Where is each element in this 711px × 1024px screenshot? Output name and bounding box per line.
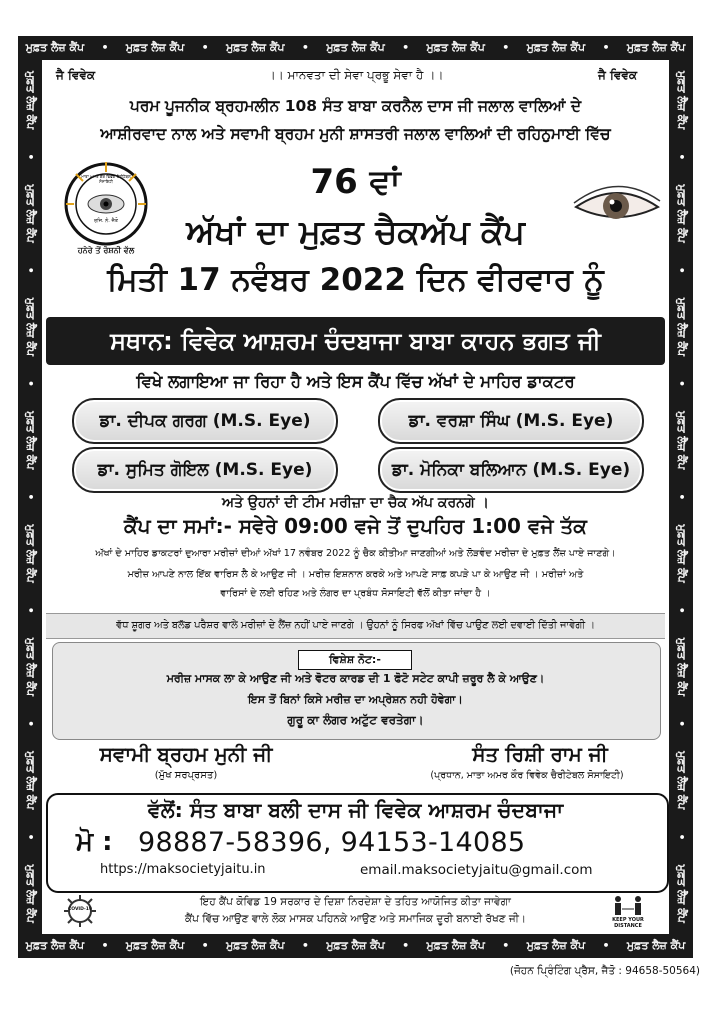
society-logo (62, 160, 150, 270)
camp-date: ਮਿਤੀ 17 ਨਵੰਬਰ 2022 ਦਿਨ ਵੀਰਵਾਰ ਨੂੰ (107, 262, 604, 298)
border-label: ਮੁਫ਼ਤ ਲੈਜ਼ ਕੈਂਪ (426, 41, 485, 54)
patron-right-role: (ਪ੍ਰਧਾਨ, ਮਾਤਾ ਅਮਰ ਕੌਰ ਵਿਵੇਕ ਚੈਰੀਟੇਬਲ ਸੋਸਾਇਟੀ) (430, 770, 624, 781)
border-label: ਮੁਫ਼ਤ ਲੈਜ਼ ਕੈਂਪ (426, 939, 485, 952)
camp-number: 76 ਵਾਂ (310, 162, 401, 202)
info-line-3: ਵਾਰਿਸਾਂ ਦੇ ਲਈ ਰਹਿਣ ਅਤੇ ਲੰਗਰ ਦਾ ਪ੍ਰਬੰਧ ਸੋਸਾਇਟੀ ਵੱਲੋਂ ਕੀਤਾ ਜਾਂਦਾ ਹੈ । (220, 588, 491, 599)
covid-line-2: ਕੈਂਪ ਵਿੱਚ ਆਉਣ ਵਾਲੇ ਲੋਕ ਮਾਸਕ ਪਹਿਨਕੇ ਆਉਣ ਅਤੇ ਸਮਾਜਿਕ ਦੂਰੀ ਬਨਾਈ ਰੱਖਣ ਜੀ। (184, 913, 526, 925)
border-label: ਮੁਫ਼ਤ ਲੈਜ਼ ਕੈਂਪ (675, 864, 688, 923)
email-link[interactable]: email.maksocietyjaitu@gmail.com (360, 862, 593, 878)
patron-right-name: ਸੰਤ ਰਿਸ਼ੀ ਰਾਮ ਜੀ (472, 742, 608, 766)
border-label: ਮੁਫ਼ਤ ਲੈਜ਼ ਕੈਂਪ (24, 297, 37, 357)
border-label: ਮੁਫ਼ਤ ਲੈਜ਼ ਕੈਂਪ (675, 751, 688, 810)
team-line: ਅਤੇ ਉਹਨਾਂ ਦੀ ਟੀਮ ਮਰੀਜ਼ਾ ਦਾ ਚੈਕ ਅੱਪ ਕਰਨਗੇ । (222, 495, 489, 511)
border-label: ਮੁਫ਼ਤ ਲੈਜ਼ ਕੈਂਪ (24, 864, 37, 923)
border-top: ਮੁਫ਼ਤ ਲੈਜ਼ ਕੈਂਪ • ਮੁਫ਼ਤ ਲੈਜ਼ ਕੈਂਪ • ਮੁਫ਼ਤ ਲੈਜ਼ ਕੈਂਪ • ਮੁਫ਼ਤ ਲੈਜ਼ ਕੈਂਪ • ਮੁਫ਼ਤ ਲੈਜ਼ ਕੈਂਪ • ਮੁਫ਼ਤ ਲੈਜ਼ ਕੈਂਪ • ਮੁਫ਼ਤ ਲੈਜ਼ ਕੈਂਪ (18, 36, 693, 60)
doctor-pill: ਡਾ. ਦੀਪਕ ਗਰਗ (M.S. Eye) (72, 398, 338, 444)
special-note-line-2: ਇਸ ਤੋਂ ਬਿਨਾਂ ਕਿਸੇ ਮਰੀਜ਼ ਦਾ ਅਪ੍ਰੇਸ਼ਨ ਨਹੀ ਹੋਵੇਗਾ। (248, 693, 463, 706)
border-label: ਮੁਫ਼ਤ ਲੈਜ਼ ਕੈਂਪ (125, 939, 185, 952)
sugar-notice: ਵੱਧ ਸ਼ੂਗਰ ਅਤੇ ਬਲੱਡ ਪਰੈਸ਼ਰ ਵਾਲੇ ਮਰੀਜ਼ਾਂ ਦੇ ਲੈਂਜ਼ ਨਹੀਂ ਪਾਏ ਜਾਣਗੇ । ਉਹਨਾਂ ਨੂੰ ਸਿਰਫ ਅੱਖਾਂ ਵਿੱਚ ਪਾਉਣ ਲਈ ਦਵਾਈ ਦਿੱਤੀ ਜਾਵੇਗੀ । (116, 620, 595, 631)
border-left: ਮੁਫ਼ਤ ਲੈਜ਼ ਕੈਂਪ • ਮੁਫ਼ਤ ਲੈਜ਼ ਕੈਂਪ • ਮੁਫ਼ਤ ਲੈਜ਼ ਕੈਂਪ • ਮੁਫ਼ਤ ਲੈਜ਼ ਕੈਂਪ • ਮੁਫ਼ਤ ਲੈਜ਼ ਕੈਂਪ • ਮੁਫ਼ਤ ਲੈਜ਼ ਕੈਂਪ • ਮੁਫ਼ਤ ਲੈਜ਼ ਕੈਂਪ • ਮੁਫ਼ਤ ਲੈਜ਼ ਕੈਂਪ (18, 60, 42, 934)
jai-vivek-left: ਜੈ ਵਿਵੇਕ (56, 68, 96, 82)
border-label: ਮੁਫ਼ਤ ਲੈਜ਼ ਕੈਂਪ (24, 751, 37, 810)
border-label: ਮੁਫ਼ਤ ਲੈਜ਼ ਕੈਂਪ (675, 70, 688, 130)
eye-image (572, 185, 662, 229)
border-label: ਮੁਫ਼ਤ ਲੈਜ਼ ਕੈਂਪ (626, 41, 686, 54)
border-label: ਮੁਫ਼ਤ ਲੈਜ਼ ਕੈਂਪ (24, 70, 37, 130)
border-label: ਮੁਫ਼ਤ ਲੈਜ਼ ਕੈਂਪ (226, 939, 285, 952)
website-link[interactable]: https://maksocietyjaitu.in (100, 862, 266, 877)
border-label: ਮੁਫ਼ਤ ਲੈਜ਼ ਕੈਂਪ (25, 41, 85, 54)
border-label: ਮੁਫ਼ਤ ਲੈਜ਼ ਕੈਂਪ (675, 297, 688, 357)
special-note-line-1: ਮਰੀਜ਼ ਮਾਸਕ ਲਾ ਕੇ ਆਉਣ ਜੀ ਅਤੇ ਵੋਟਰ ਕਾਰਡ ਦੀ 1 ਫੋਟੋ ਸਟੇਟ ਕਾਪੀ ਜ਼ਰੂਰ ਲੈ ਕੇ ਆਉਣ। (166, 672, 545, 685)
border-label: ਮੁਫ਼ਤ ਲੈਜ਼ ਕੈਂਪ (675, 411, 688, 470)
border-label: ਮੁਫ਼ਤ ਲੈਜ਼ ਕੈਂਪ (526, 939, 586, 952)
border-right: ਮੁਫ਼ਤ ਲੈਜ਼ ਕੈਂਪ • ਮੁਫ਼ਤ ਲੈਜ਼ ਕੈਂਪ • ਮੁਫ਼ਤ ਲੈਜ਼ ਕੈਂਪ • ਮੁਫ਼ਤ ਲੈਜ਼ ਕੈਂਪ • ਮੁਫ਼ਤ ਲੈਜ਼ ਕੈਂਪ • ਮੁਫ਼ਤ ਲੈਜ਼ ਕੈਂਪ • ਮੁਫ਼ਤ ਲੈਜ਼ ਕੈਂਪ • ਮੁਫ਼ਤ ਲੈਜ਼ ਕੈਂਪ (669, 60, 693, 934)
doctors-intro: ਵਿਖੇ ਲਗਾਇਆ ਜਾ ਰਿਹਾ ਹੈ ਅਤੇ ਇਸ ਕੈਂਪ ਵਿੱਚ ਅੱਖਾਂ ਦੇ ਮਾਹਿਰ ਡਾਕਟਰ (136, 372, 575, 391)
info-line-1: ਅੱਖਾਂ ਦੇ ਮਾਹਿਰ ਡਾਕਟਰਾਂ ਦੁਆਰਾ ਮਰੀਜ਼ਾਂ ਦੀਆਂ ਅੱਖਾਂ 17 ਨਵੰਬਰ 2022 ਨੂੰ ਚੈਕ ਕੀਤੀਆ ਜਾਣਗੀਆਂ ਅਤੇ ਲੋੜਵੰਦ ਮਰੀਜ਼ਾ ਦੇ ਮੁਫ਼ਤ ਲੈਂਜ਼ ਪਾਏ ਜਾਣਗੇ। (95, 548, 616, 559)
mobile-numbers: 98887-58396, 94153-14085 (138, 827, 526, 858)
sugar-notice-box (46, 613, 665, 639)
border-label: ਮੁਫ਼ਤ ਲੈਜ਼ ਕੈਂਪ (326, 939, 385, 952)
border-label: ਮੁਫ਼ਤ ਲੈਜ਼ ਕੈਂਪ (675, 184, 688, 243)
keep-distance-label: KEEP YOUR DISTANCE (612, 917, 644, 929)
covid-label: COVID-19 (67, 907, 93, 912)
venue-banner (46, 317, 665, 365)
border-label: ਮੁਫ਼ਤ ਲੈਜ਼ ਕੈਂਪ (24, 524, 37, 583)
doctor-pill: ਡਾ. ਵਰਸ਼ਾ ਸਿੰਘ (M.S. Eye) (378, 398, 644, 444)
border-label: ਮੁਫ਼ਤ ਲੈਜ਼ ਕੈਂਪ (675, 637, 688, 697)
info-line-2: ਮਰੀਜ਼ ਆਪਣੇ ਨਾਲ ਇੱਕ ਵਾਰਿਸ ਲੈ ਕੇ ਆਉਣ ਜੀ । ਮਰੀਜ਼ ਇਸ਼ਨਾਨ ਕਰਕੇ ਅਤੇ ਆਪਣੇ ਸਾਫ਼ ਕਪੜੇ ਪਾ ਕੇ ਆਉਣ ਜੀ । ਮਰੀਜ਼ਾਂ ਅਤੇ (127, 569, 584, 580)
camp-timing: ਕੈਂਪ ਦਾ ਸਮਾਂ:- ਸਵੇਰੇ 09:00 ਵਜੇ ਤੋਂ ਦੁਪਹਿਰ 1:00 ਵਜੇ ਤੱਕ (124, 514, 587, 538)
border-label: ਮੁਫ਼ਤ ਲੈਜ਼ ਕੈਂਪ (226, 41, 285, 54)
jai-vivek-right: ਜੈ ਵਿਵੇਕ (598, 68, 638, 82)
logo-caption: ਹਨੇਰੇ ਤੋਂ ਰੋਸ਼ਨੀ ਵੱਲ (77, 246, 135, 255)
border-label: ਮੁਫ਼ਤ ਲੈਜ਼ ਕੈਂਪ (125, 41, 185, 54)
border-label: ਮੁਫ਼ਤ ਲੈਜ਼ ਕੈਂਪ (24, 411, 37, 470)
printer-credit: (ਜੋਹਨ ਪ੍ਰਿੰਟਿੰਗ ਪ੍ਰੈਸ, ਜੈਤੋ : 94658-50564) (509, 965, 700, 977)
camp-title: ਅੱਖਾਂ ਦਾ ਮੁਫ਼ਤ ਚੈਕਅੱਪ ਕੈਂਪ (186, 212, 525, 251)
logo-center-text: ਰਜਿ. ਨੰ. ਜੈਤੋ (94, 218, 118, 224)
logo-ring-text: ਮਾਤਾ ਅਮਰ ਕੌਰ ਵਿਵੇਕ ਚੈਰੀਟੇਬਲ ਸੋਸਾਇਟੀ (81, 174, 131, 184)
border-label: ਮੁਫ਼ਤ ਲੈਜ਼ ਕੈਂਪ (25, 939, 85, 952)
border-label: ਮੁਫ਼ਤ ਲੈਜ਼ ਕੈਂਪ (326, 41, 385, 54)
covid-virus-icon (62, 893, 98, 929)
doctor-pill: ਡਾ. ਸੁਮਿਤ ਗੋਇਲ (M.S. Eye) (72, 447, 338, 493)
keep-distance-icon (608, 891, 648, 931)
special-note-heading: ਵਿਸ਼ੇਸ਼ ਨੋਟ:- (329, 653, 381, 666)
contact-from-line: ਵੱਲੋਂ: ਸੰਤ ਬਾਬਾ ਬਲੀ ਦਾਸ ਜੀ ਵਿਵੇਕ ਆਸ਼ਰਮ ਚੰਦਬਾਜਾ (147, 798, 564, 822)
border-label: ਮੁਫ਼ਤ ਲੈਜ਼ ਕੈਂਪ (526, 41, 586, 54)
patron-left-role: (ਮੁੱਖ ਸਰਪ੍ਰਸਤ) (154, 770, 218, 781)
border-label: ਮੁਫ਼ਤ ਲੈਜ਼ ਕੈਂਪ (24, 637, 37, 697)
blessing-line-1: ਪਰਮ ਪੂਜਨੀਕ ਬ੍ਰਹਮਲੀਨ 108 ਸੰਤ ਬਾਬਾ ਕਰਨੈਲ ਦਾਸ ਜੀ ਜਲਾਲ ਵਾਲਿਆਂ ਦੇ (129, 97, 582, 115)
covid-line-1: ਇਹ ਕੈਂਪ ਕੋਵਿਡ 19 ਸਰਕਾਰ ਦੇ ਦਿਸ਼ਾ ਨਿਰਦੇਸ਼ਾ ਦੇ ਤਹਿਤ ਆਯੋਜਿਤ ਕੀਤਾ ਜਾਵੇਗਾ (200, 896, 511, 908)
border-label: ਮੁਫ਼ਤ ਲੈਜ਼ ਕੈਂਪ (626, 939, 686, 952)
doctor-pill: ਡਾ. ਮੋਨਿਕਾ ਬਲਿਆਨ (M.S. Eye) (378, 447, 644, 493)
blessing-line-2: ਆਸ਼ੀਰਵਾਦ ਨਾਲ ਅਤੇ ਸਵਾਮੀ ਬ੍ਰਹਮ ਮੁਨੀ ਸ਼ਾਸਤਰੀ ਜਲਾਲ ਵਾਲਿਆਂ ਦੀ ਰਹਿਨੁਮਾਈ ਵਿੱਚ (100, 125, 611, 143)
border-bottom: ਮੁਫ਼ਤ ਲੈਜ਼ ਕੈਂਪ • ਮੁਫ਼ਤ ਲੈਜ਼ ਕੈਂਪ • ਮੁਫ਼ਤ ਲੈਜ਼ ਕੈਂਪ • ਮੁਫ਼ਤ ਲੈਜ਼ ਕੈਂਪ • ਮੁਫ਼ਤ ਲੈਜ਼ ਕੈਂਪ • ਮੁਫ਼ਤ ਲੈਜ਼ ਕੈਂਪ • ਮੁਫ਼ਤ ਲੈਜ਼ ਕੈਂਪ (18, 934, 693, 958)
patron-left-name: ਸਵਾਮੀ ਬ੍ਰਹਮ ਮੁਨੀ ਜੀ (99, 742, 273, 766)
special-note-heading-box (298, 650, 412, 670)
border-label: ਮੁਫ਼ਤ ਲੈਜ਼ ਕੈਂਪ (24, 184, 37, 243)
venue-text: ਸਥਾਨ: ਵਿਵੇਕ ਆਸ਼ਰਮ ਚੰਦਬਾਜਾ ਬਾਬਾ ਕਾਹਨ ਭਗਤ ਜੀ (110, 327, 601, 355)
motto: ।। ਮਾਨਵਤਾ ਦੀ ਸੇਵਾ ਪ੍ਰਭੂ ਸੇਵਾ ਹੈ ।। (267, 68, 444, 82)
mobile-label: ਮੋ : (76, 827, 113, 857)
langar-line: ਗੁਰੂ ਕਾ ਲੰਗਰ ਅਟੁੱਟ ਵਰਤੇਗਾ। (287, 713, 424, 727)
border-label: ਮੁਫ਼ਤ ਲੈਜ਼ ਕੈਂਪ (675, 524, 688, 583)
